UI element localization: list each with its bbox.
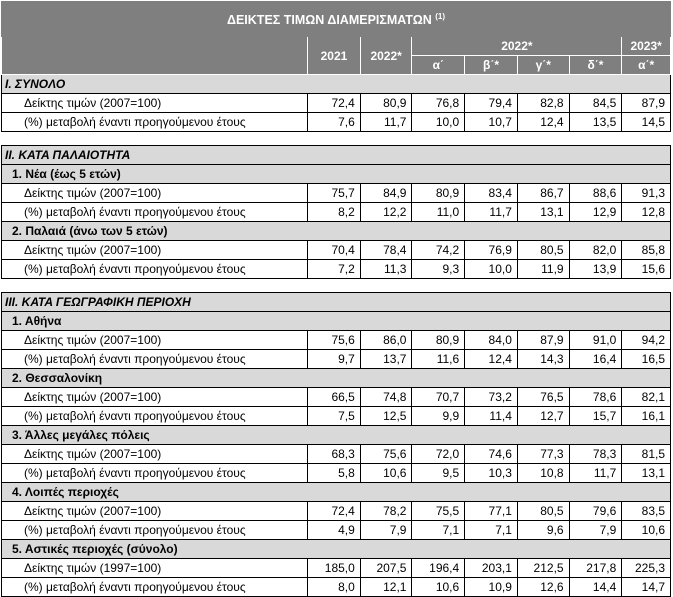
value-cell: 9,9 <box>412 407 465 426</box>
table-row <box>2 184 671 203</box>
value-cell: 12,4 <box>465 350 518 369</box>
section-title-age: II. ΚΑΤΑ ΠΑΛΑΙΟΤΗΤΑ <box>2 146 671 165</box>
value-cell: 8,2 <box>308 203 361 222</box>
table-row <box>2 113 671 132</box>
value-cell: 75,5 <box>412 502 465 521</box>
value-cell: 10,0 <box>412 113 465 132</box>
row-label: Δείκτης τιμών (2007=100) <box>2 184 308 203</box>
value-cell: 78,6 <box>569 388 622 407</box>
value-cell: 79,6 <box>569 502 622 521</box>
value-cell: 12,7 <box>517 407 569 426</box>
header-quarter-1-2022: α΄ <box>412 56 465 75</box>
row-label: (%) μεταβολή έναντι προηγούμενου έτους <box>2 521 308 540</box>
value-cell: 9,7 <box>308 350 361 369</box>
group-title-other-areas: 4. Λοιπές περιοχές <box>2 483 671 502</box>
value-cell: 217,8 <box>569 559 622 578</box>
value-cell: 16,1 <box>622 407 671 426</box>
value-cell: 14,5 <box>622 113 671 132</box>
header-quarter-3-2022: γ΄* <box>517 56 569 75</box>
value-cell: 10,9 <box>465 578 518 597</box>
value-cell: 72,4 <box>308 502 361 521</box>
value-cell: 77,3 <box>517 445 569 464</box>
value-cell: 80,9 <box>412 184 465 203</box>
row-label: Δείκτης τιμών (2007=100) <box>2 94 308 113</box>
group-title-new: 1. Νέα (έως 5 ετών) <box>2 165 671 184</box>
group-title-athens: 1. Αθήνα <box>2 312 671 331</box>
value-cell: 7,9 <box>569 521 622 540</box>
value-cell: 81,5 <box>622 445 671 464</box>
value-cell: 4,9 <box>308 521 361 540</box>
value-cell: 8,0 <box>308 578 361 597</box>
value-cell: 91,3 <box>622 184 671 203</box>
table-row <box>2 407 671 426</box>
row-label: (%) μεταβολή έναντι προηγούμενου έτους <box>2 464 308 483</box>
header-group-2022: 2022* <box>412 37 622 56</box>
value-cell: 13,5 <box>569 113 622 132</box>
section-title-geo: III. ΚΑΤΑ ΓΕΩΓΡΑΦΙΚΗ ΠΕΡΙΟΧΗ <box>2 293 671 312</box>
value-cell: 75,6 <box>360 445 412 464</box>
value-cell: 76,9 <box>465 241 518 260</box>
value-cell: 70,7 <box>412 388 465 407</box>
value-cell: 74,6 <box>465 445 518 464</box>
value-cell: 203,1 <box>465 559 518 578</box>
value-cell: 75,6 <box>308 331 361 350</box>
value-cell: 76,8 <box>412 94 465 113</box>
row-label: Δείκτης τιμών (2007=100) <box>2 331 308 350</box>
price-index-table-container <box>1 1 672 594</box>
value-cell: 91,0 <box>569 331 622 350</box>
table-title <box>2 2 671 37</box>
row-label: Δείκτης τιμών (2007=100) <box>2 445 308 464</box>
value-cell: 12,5 <box>360 407 412 426</box>
row-label: Δείκτης τιμών (2007=100) <box>2 502 308 521</box>
value-cell: 7,2 <box>308 260 361 279</box>
value-cell: 82,0 <box>569 241 622 260</box>
value-cell: 80,9 <box>360 94 412 113</box>
value-cell: 80,5 <box>517 241 569 260</box>
value-cell: 15,7 <box>569 407 622 426</box>
section-title-total: I. ΣΥΝΟΛΟ <box>2 75 671 94</box>
value-cell: 10,7 <box>465 113 518 132</box>
row-label: (%) μεταβολή έναντι προηγούμενου έτους <box>2 350 308 369</box>
value-cell: 196,4 <box>412 559 465 578</box>
value-cell: 185,0 <box>308 559 361 578</box>
value-cell: 86,0 <box>360 331 412 350</box>
value-cell: 11,7 <box>465 203 518 222</box>
value-cell: 10,6 <box>622 521 671 540</box>
value-cell: 87,9 <box>622 94 671 113</box>
value-cell: 88,6 <box>569 184 622 203</box>
header-year-2021: 2021 <box>308 37 361 75</box>
value-cell: 12,1 <box>360 578 412 597</box>
value-cell: 75,7 <box>308 184 361 203</box>
value-cell: 12,9 <box>569 203 622 222</box>
value-cell: 207,5 <box>360 559 412 578</box>
row-label: (%) μεταβολή έναντι προηγούμενου έτους <box>2 260 308 279</box>
value-cell: 76,5 <box>517 388 569 407</box>
value-cell: 80,5 <box>517 502 569 521</box>
value-cell: 13,1 <box>517 203 569 222</box>
value-cell: 212,5 <box>517 559 569 578</box>
value-cell: 7,1 <box>465 521 518 540</box>
value-cell: 11,4 <box>465 407 518 426</box>
title-footnote-mark: (1) <box>435 12 446 22</box>
value-cell: 7,5 <box>308 407 361 426</box>
value-cell: 16,4 <box>569 350 622 369</box>
value-cell: 10,3 <box>465 464 518 483</box>
value-cell: 11,6 <box>412 350 465 369</box>
value-cell: 72,4 <box>308 94 361 113</box>
table-row <box>2 260 671 279</box>
value-cell: 9,6 <box>517 521 569 540</box>
value-cell: 7,9 <box>360 521 412 540</box>
value-cell: 68,3 <box>308 445 361 464</box>
value-cell: 83,4 <box>465 184 518 203</box>
value-cell: 10,8 <box>517 464 569 483</box>
row-label: Δείκτης τιμών (1997=100) <box>2 559 308 578</box>
group-title-urban-total: 5. Αστικές περιοχές (σύνολο) <box>2 540 671 559</box>
table-row <box>2 464 671 483</box>
value-cell: 5,8 <box>308 464 361 483</box>
value-cell: 14,3 <box>517 350 569 369</box>
table-row <box>2 559 671 578</box>
group-title-old: 2. Παλαιά (άνω των 5 ετών) <box>2 222 671 241</box>
row-label: Δείκτης τιμών (2007=100) <box>2 388 308 407</box>
value-cell: 13,9 <box>569 260 622 279</box>
value-cell: 94,2 <box>622 331 671 350</box>
value-cell: 82,1 <box>622 388 671 407</box>
row-label: (%) μεταβολή έναντι προηγούμενου έτους <box>2 203 308 222</box>
value-cell: 12,4 <box>517 113 569 132</box>
value-cell: 11,9 <box>517 260 569 279</box>
value-cell: 82,8 <box>517 94 569 113</box>
table-row <box>2 502 671 521</box>
value-cell: 14,7 <box>622 578 671 597</box>
value-cell: 10,0 <box>465 260 518 279</box>
table-row <box>2 241 671 260</box>
value-cell: 80,9 <box>412 331 465 350</box>
value-cell: 12,2 <box>360 203 412 222</box>
row-label: (%) μεταβολή έναντι προηγούμενου έτους <box>2 578 308 597</box>
value-cell: 11,0 <box>412 203 465 222</box>
value-cell: 84,9 <box>360 184 412 203</box>
header-quarter-4-2022: δ΄* <box>569 56 622 75</box>
value-cell: 7,1 <box>412 521 465 540</box>
row-label: (%) μεταβολή έναντι προηγούμενου έτους <box>2 113 308 132</box>
group-title-thessaloniki: 2. Θεσσαλονίκη <box>2 369 671 388</box>
value-cell: 11,7 <box>569 464 622 483</box>
header-quarter-1-2023: α΄* <box>622 56 671 75</box>
value-cell: 14,4 <box>569 578 622 597</box>
value-cell: 12,6 <box>517 578 569 597</box>
value-cell: 12,8 <box>622 203 671 222</box>
value-cell: 84,5 <box>569 94 622 113</box>
table-row <box>2 331 671 350</box>
header-year-2022: 2022* <box>360 37 412 75</box>
row-label: Δείκτης τιμών (2007=100) <box>2 241 308 260</box>
group-title-other-large-cities: 3. Άλλες μεγάλες πόλεις <box>2 426 671 445</box>
apartment-price-index-table <box>1 1 671 597</box>
value-cell: 13,1 <box>622 464 671 483</box>
table-row <box>2 203 671 222</box>
value-cell: 13,7 <box>360 350 412 369</box>
value-cell: 78,4 <box>360 241 412 260</box>
value-cell: 74,8 <box>360 388 412 407</box>
value-cell: 74,2 <box>412 241 465 260</box>
value-cell: 83,5 <box>622 502 671 521</box>
value-cell: 7,6 <box>308 113 361 132</box>
value-cell: 16,5 <box>622 350 671 369</box>
value-cell: 11,7 <box>360 113 412 132</box>
header-group-2023: 2023* <box>622 37 671 56</box>
table-row <box>2 94 671 113</box>
value-cell: 85,8 <box>622 241 671 260</box>
value-cell: 11,3 <box>360 260 412 279</box>
value-cell: 225,3 <box>622 559 671 578</box>
value-cell: 73,2 <box>465 388 518 407</box>
value-cell: 86,7 <box>517 184 569 203</box>
table-row <box>2 388 671 407</box>
table-row <box>2 445 671 464</box>
value-cell: 10,6 <box>360 464 412 483</box>
value-cell: 72,0 <box>412 445 465 464</box>
header-blank-cell <box>2 37 308 75</box>
title-text: ΔΕΙΚΤΕΣ ΤΙΜΩΝ ΔΙΑΜΕΡΙΣΜΑΤΩΝ <box>226 13 432 28</box>
value-cell: 70,4 <box>308 241 361 260</box>
table-row <box>2 521 671 540</box>
table-row <box>2 350 671 369</box>
table-row <box>2 578 671 597</box>
row-label: (%) μεταβολή έναντι προηγούμενου έτους <box>2 407 308 426</box>
value-cell: 9,5 <box>412 464 465 483</box>
value-cell: 10,6 <box>412 578 465 597</box>
value-cell: 9,3 <box>412 260 465 279</box>
value-cell: 78,3 <box>569 445 622 464</box>
value-cell: 79,4 <box>465 94 518 113</box>
value-cell: 84,0 <box>465 331 518 350</box>
value-cell: 66,5 <box>308 388 361 407</box>
value-cell: 78,2 <box>360 502 412 521</box>
value-cell: 15,6 <box>622 260 671 279</box>
value-cell: 77,1 <box>465 502 518 521</box>
value-cell: 87,9 <box>517 331 569 350</box>
header-quarter-2-2022: β΄* <box>465 56 518 75</box>
